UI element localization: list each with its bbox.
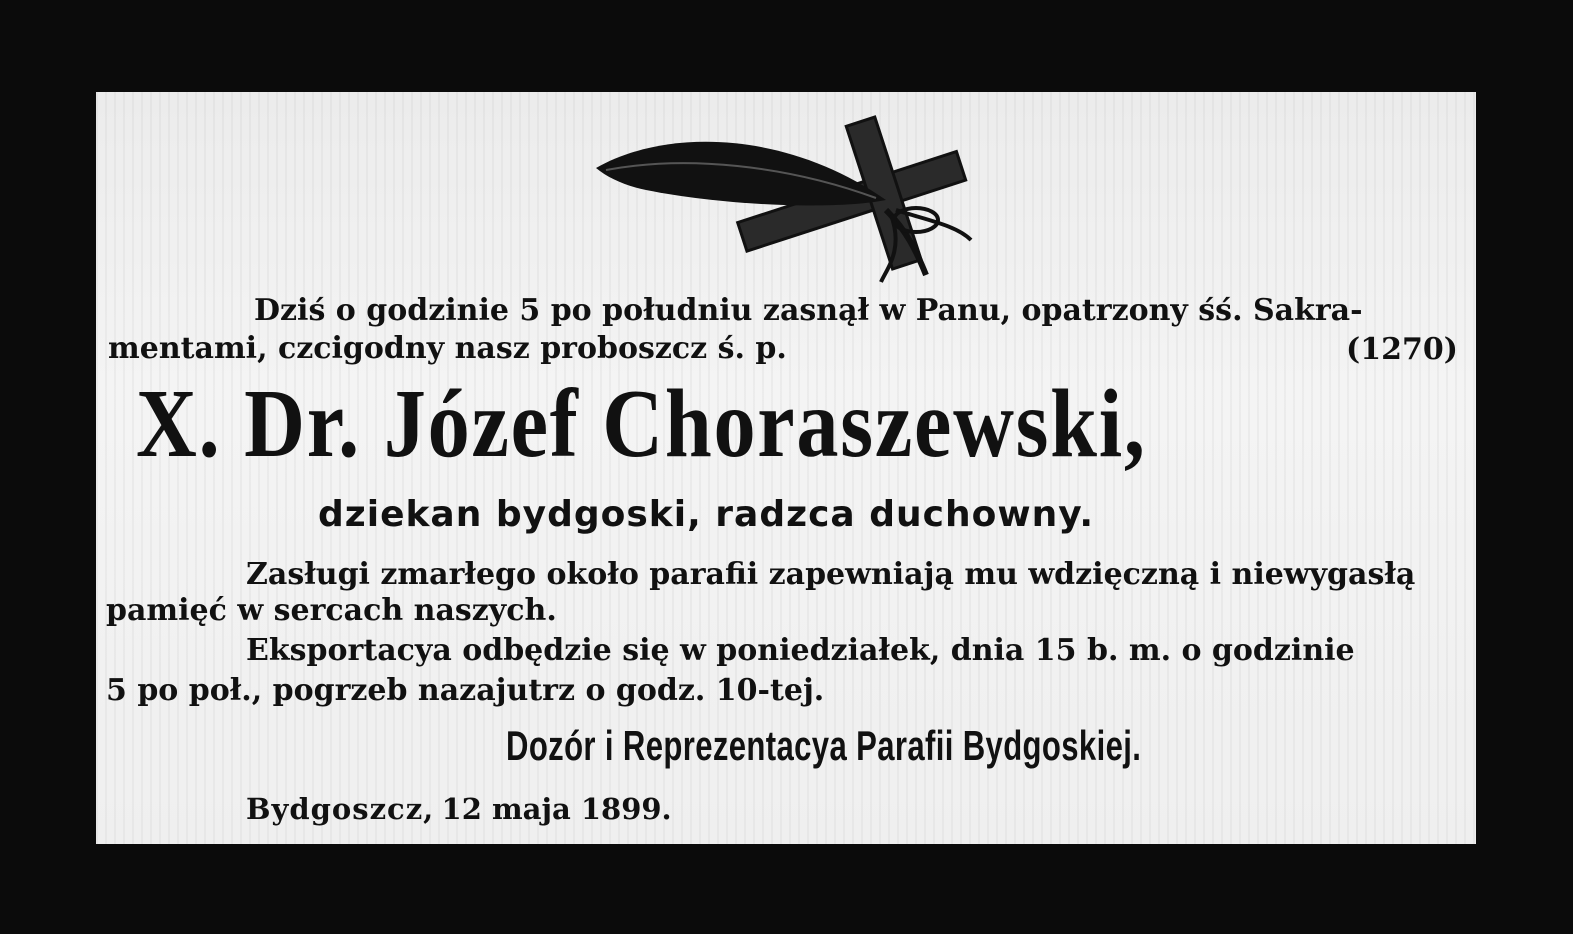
merits-line-1: Zasługi zmarłego około parafii zapewniają mu wdzięczną i niewygasłą [246, 557, 1416, 592]
obituary-notice [96, 92, 1476, 844]
date-text: 12 maja 1899. [441, 792, 672, 826]
merits-line-2: pamięć w sercach naszych. [106, 593, 557, 628]
opening-line-1: Dziś o godzinie 5 po południu zasnął w Panu, opatrzony śś. Sakra- [254, 293, 1363, 328]
deceased-name: X. Dr. Józef Choraszewski, [136, 370, 1147, 478]
place-name: Bydgoszcz, [246, 792, 435, 826]
funeral-line-2: 5 po poł., pogrzeb nazajutrz o godz. 10-tej. [106, 673, 825, 708]
funeral-line-1: Eksportacya odbędzie się w poniedziałek, dnia 15 b. m. o godzinie [246, 633, 1355, 668]
dateline [246, 792, 672, 827]
opening-line-2: mentami, czcigodny nasz proboszcz ś. p. [108, 331, 787, 366]
reference-number: (1270) [1346, 332, 1458, 367]
deceased-title: dziekan bydgoski, radzca duchowny. [318, 494, 1095, 535]
cross-with-palm-branch-icon [586, 110, 986, 290]
signature: Dozór i Reprezentacya Parafii Bydgoskiej. [506, 722, 1142, 769]
